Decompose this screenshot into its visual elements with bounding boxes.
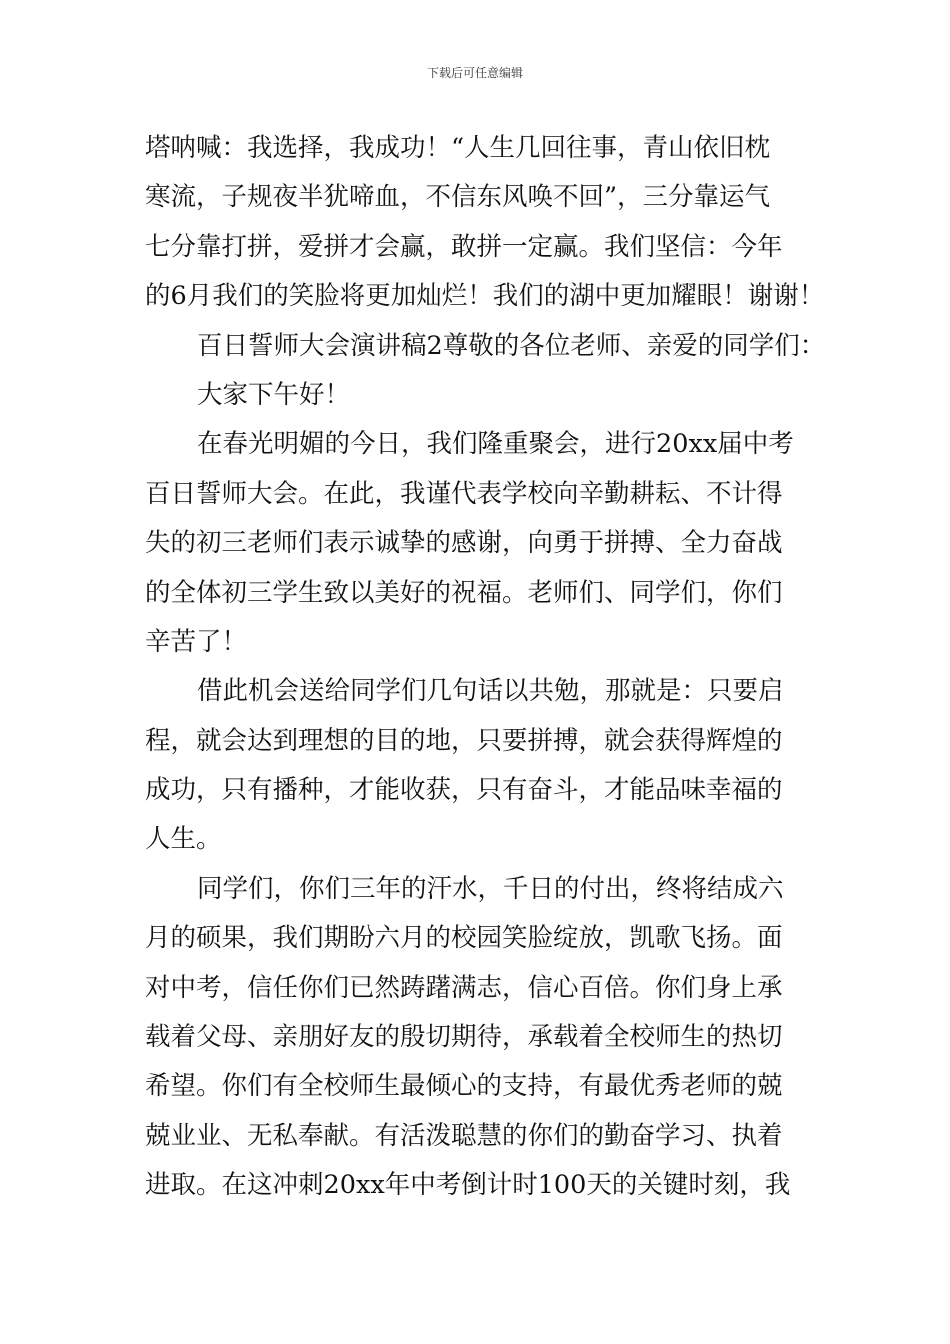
page-header: 下载后可任意编辑 xyxy=(426,66,523,80)
document-body xyxy=(145,124,826,1211)
text-line: 兢业业、无私奉献。有活泼聪慧的你们的勤奋学习、执着 xyxy=(145,1120,783,1151)
text-line: 对中考，信任你们已然踌躇满志，信心百倍。你们身上承 xyxy=(145,972,783,1003)
text-line: 辛苦了！ xyxy=(145,626,248,657)
text-line: 的全体初三学生致以美好的祝福。老师们、同学们，你们 xyxy=(145,577,783,608)
paragraph-start-line: 同学们，你们三年的汗水，千日的付出，终将结成六 xyxy=(197,873,784,904)
text-line: 月的硕果，我们期盼六月的校园笑脸绽放，凯歌飞扬。面 xyxy=(145,923,783,954)
text-line: 成功，只有播种，才能收获，只有奋斗，才能品味幸福的 xyxy=(145,775,783,806)
paragraph-start-line: 借此机会送给同学们几句话以共勉，那就是：只要启 xyxy=(197,676,784,707)
speech-title-line: 百日誓师大会演讲稿2尊敬的各位老师、亲爱的同学们： xyxy=(197,330,826,361)
greeting-line: 大家下午好！ xyxy=(197,379,351,410)
text-line: 人生。 xyxy=(145,824,222,855)
text-line: 寒流，子规夜半犹啼血，不信东风唤不回”，三分靠运气 xyxy=(145,182,771,213)
text-line: 进取。在这冲刺20xx年中考倒计时100天的关键时刻，我 xyxy=(145,1170,791,1201)
text-line: 失的初三老师们表示诚挚的感谢，向勇于拼搏、全力奋战 xyxy=(145,528,783,559)
text-line: 百日誓师大会。在此，我谨代表学校向辛勤耕耘、不计得 xyxy=(145,478,783,509)
text-line: 的6月我们的笑脸将更加灿烂！我们的湖中更加耀眼！谢谢！ xyxy=(145,281,825,312)
text-line: 载着父母、亲朋好友的殷切期待，承载着全校师生的热切 xyxy=(145,1022,783,1053)
text-line: 七分靠打拼，爱拼才会赢，敢拼一定赢。我们坚信：今年 xyxy=(145,231,783,262)
text-line: 程，就会达到理想的目的地，只要拼搏，就会获得辉煌的 xyxy=(145,725,783,756)
paragraph-start-line: 在春光明媚的今日，我们隆重聚会，进行20xx届中考 xyxy=(197,429,794,460)
text-line: 塔呐喊：我选择，我成功！“人生几回往事，青山依旧枕 xyxy=(145,133,771,163)
text-line: 希望。你们有全校师生最倾心的支持，有最优秀老师的兢 xyxy=(145,1071,783,1102)
